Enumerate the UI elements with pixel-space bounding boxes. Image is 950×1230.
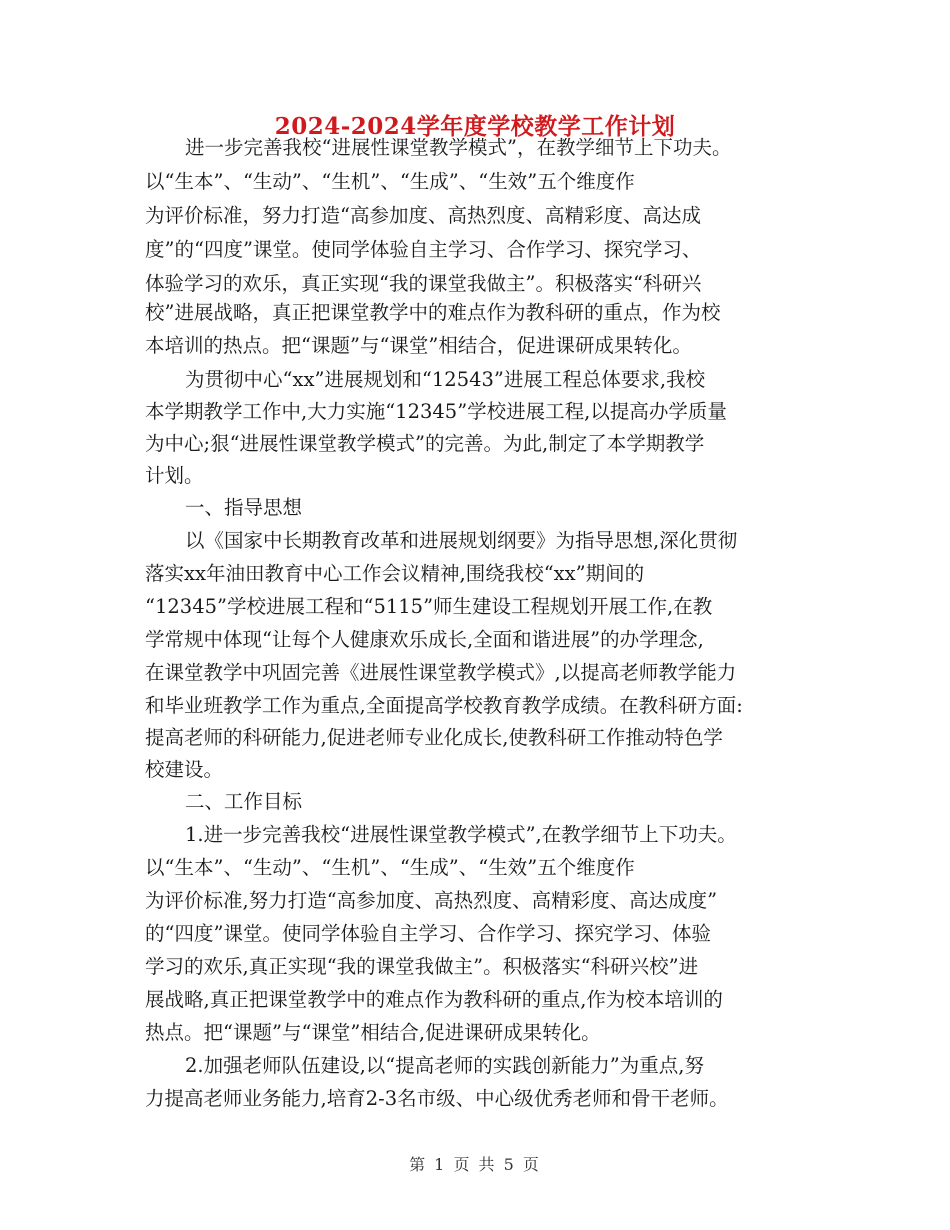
text-line: 1.进一步完善我校“进展性课堂教学模式”,在教学细节上下功夫。 <box>185 823 737 846</box>
page-title: 2024-2024学年度学校教学工作计划 <box>274 113 676 140</box>
text-line: 学常规中体现“让每个人健康欢乐成长,全面和谐进展”的办学理念, <box>145 628 704 651</box>
text-line: 的“四度”课堂。使同学体验自主学习、合作学习、探究学习、体验 <box>145 922 711 945</box>
text-line: 以“生本”、“生动”、“生机”、“生成”、“生效”五个维度作 <box>145 856 635 879</box>
text-line: 以《国家中长期教育改革和进展规划纲要》为指导思想,深化贯彻 <box>185 529 738 552</box>
text-line: 落实xx年油田教育中心工作会议精神,围绕我校“xx”期间的 <box>145 562 645 585</box>
text-line: 为评价标准，努力打造“高参加度、高热烈度、高精彩度、高达成 <box>145 204 701 227</box>
text-line: 计划。 <box>145 464 204 487</box>
section-heading: 二、工作目标 <box>185 790 303 813</box>
text-line: 进一步完善我校“进展性课堂教学模式”，在教学细节上下功夫。 <box>185 136 732 159</box>
text-line: “12345”学校进展工程和“5115”师生建设工程规划开展工作,在教 <box>145 595 713 618</box>
page-footer: 第 1 页 共 5 页 <box>409 1155 541 1174</box>
text-line: 以“生本”、“生动”、“生机”、“生成”、“生效”五个维度作 <box>145 170 635 193</box>
text-line: 校”进展战略，真正把课堂教学中的难点作为教科研的重点，作为校 <box>145 301 721 324</box>
text-line: 提高老师的科研能力,促进老师专业化成长,使教科研工作推动特色学 <box>145 726 723 749</box>
text-line: 为中心;狠“进展性课堂教学模式”的完善。为此,制定了本学期教学 <box>145 432 705 455</box>
text-line: 本学期教学工作中,大力实施“12345”学校进展工程,以提高办学质量 <box>145 400 727 423</box>
text-line: 和毕业班教学工作为重点,全面提高学校教育教学成绩。在教科研方面: <box>145 694 743 717</box>
text-line: 热点。把“课题”与“课堂”相结合,促进课研成果转化。 <box>145 1021 601 1044</box>
text-line: 校建设。 <box>145 758 224 781</box>
text-line: 为贯彻中心“xx”进展规划和“12543”进展工程总体要求,我校 <box>185 368 706 391</box>
text-line: 为评价标准,努力打造“高参加度、高热烈度、高精彩度、高达成度” <box>145 889 718 912</box>
text-line: 2.加强老师队伍建设,以“提高老师的实践创新能力”为重点,努 <box>185 1054 704 1077</box>
section-heading: 一、指导思想 <box>185 496 303 519</box>
text-line: 在课堂教学中巩固完善《进展性课堂教学模式》,以提高老师教学能力 <box>145 661 737 684</box>
text-line: 展战略,真正把课堂教学中的难点作为教科研的重点,作为校本培训的 <box>145 988 723 1011</box>
text-line: 本培训的热点。把“课题”与“课堂”相结合，促进课研成果转化。 <box>145 334 692 357</box>
text-line: 体验学习的欢乐，真正实现“我的课堂我做主”。积极落实“科研兴 <box>145 272 702 295</box>
text-line: 度”的“四度”课堂。使同学体验自主学习、合作学习、探究学习、 <box>145 238 702 261</box>
text-line: 学习的欢乐,真正实现“我的课堂我做主”。积极落实“科研兴校”进 <box>145 955 699 978</box>
text-line: 力提高老师业务能力,培育2-3名市级、中心级优秀老师和骨干老师。 <box>145 1087 729 1110</box>
